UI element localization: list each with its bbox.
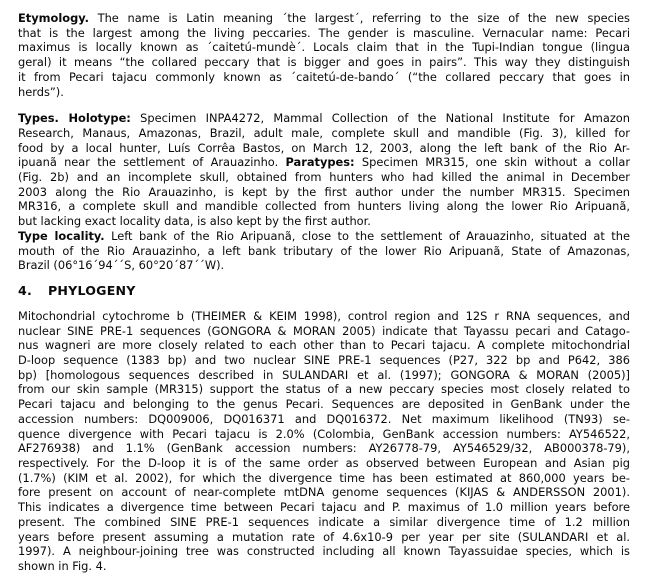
text-run: years before present assuming a mutation rate of 4.6x10-9 per year per site (SULANDARI et al. — [18, 529, 630, 544]
text-line — [18, 471, 630, 486]
text-line — [18, 85, 630, 100]
text-run: Specimen INPA4272, Mammal Collection of the National Institute for Amazon — [130, 111, 630, 126]
text-run: AF276938) and 1.1% (GenBank accession numbers: AY26778-79, AY546529/32, AB000378-79), — [18, 441, 630, 456]
text-line — [18, 185, 630, 200]
text-run: from our skin sample (MR315) support the status of a new peccary species most closely related to — [18, 382, 630, 397]
text-line — [18, 11, 630, 26]
text-run: ipuanã near the settlement of Arauazinho. — [18, 155, 286, 170]
text-line — [18, 353, 630, 368]
bold-run: Paratypes: — [285, 155, 355, 170]
text-line — [18, 309, 630, 324]
text-line — [18, 427, 630, 442]
section-title: PHYLOGENY — [48, 282, 136, 298]
text-line — [18, 530, 630, 545]
text-line — [18, 141, 630, 156]
text-line — [18, 199, 630, 214]
text-line — [18, 397, 630, 412]
text-run: nuclear SINE PRE-1 sequences (GONGORA & MORAN 2005) indicate that Tayassu pecari and Catago- — [18, 323, 630, 338]
section-heading-phylogeny — [18, 283, 630, 299]
text-line — [18, 155, 630, 170]
text-line — [18, 170, 630, 185]
text-run: Mitochondrial cytochrome b (THEIMER & KEIM 1998), control region and 12S r RNA sequences, and — [18, 308, 630, 323]
paragraph-etymology — [18, 11, 630, 99]
text-run: MR316, a complete skull and mandible collected from hunters living along the lower Rio Aripuanã, — [18, 199, 630, 214]
text-run: that is the largest among the living peccaries. The gender is masculine. Vernacular name: Pecari — [18, 25, 630, 40]
text-run: shown in Fig. 4. — [18, 558, 107, 573]
text-run: Research, Manaus, Amazonas, Brazil, adult male, complete skull and mandible (Fig. 3), killed for — [18, 125, 630, 140]
text-line — [18, 55, 630, 70]
text-run: geral) it means “the collared peccary that is bigger and goes in pairs”. This way they distinguish — [18, 55, 630, 70]
text-run: quence divergence with Pecari tajacu is 2.0% (Colombia, GenBank accession numbers: AY546522, — [18, 426, 630, 441]
bold-run: Etymology. — [18, 11, 89, 25]
text-run: food by a local hunter, Luís Corrêa Bastos, on March 12, 2003, along the left bank of the Rio Ar- — [18, 140, 630, 155]
text-run: bp) [homologous sequences described in SULANDARI et al. (1997); GONGORA & MORAN (2005)] — [18, 367, 630, 382]
text-run: accession numbers: DQ009006, DQ016371 and DQ016372. Net maximum likelihood (TN93) se- — [18, 411, 630, 426]
text-run: 1997). A neighbour-joining tree was constructed including all known Tayassuidae species, which is — [18, 544, 630, 559]
text-run: D-loop sequence (1383 bp) and two nuclear SINE PRE-1 sequences (P27, 322 bp and P642, 386 — [18, 353, 630, 368]
text-run: herds”). — [18, 84, 64, 99]
text-run: fore present on account of near-complete mtDNA genome sequences (KIJAS & ANDERSSON 2001). — [18, 485, 630, 500]
text-line — [18, 229, 630, 244]
text-run: present. The combined SINE PRE-1 sequences indicate a similar divergence time of 1.2 million — [18, 514, 630, 529]
text-run: Specimen MR315, one skin without a collar — [354, 155, 630, 170]
text-line — [18, 258, 630, 273]
text-run: (1.7%) (KIM et al. 2002), for which the divergence time has been estimated at 860,000 years be- — [18, 470, 630, 485]
paragraph-types-holotype-paratypes — [18, 111, 630, 229]
paragraph-phylogeny-body — [18, 309, 630, 574]
text-run: nus wagneri are more closely related to each other than to Pecari tajacu. A complete mitochondrial — [18, 338, 630, 353]
text-line — [18, 214, 630, 229]
text-run: (Fig. 2b) and an incomplete skull, obtained from hunters who had killed the animal in December — [18, 170, 630, 185]
text-run: The name is Latin meaning ´the largest´, referring to the size of the new species — [88, 11, 630, 25]
text-line — [18, 456, 630, 471]
text-run: it from Pecari tajacu commonly known as ´caitetú-de-bando´ (“the collared peccary that goes in — [18, 69, 630, 84]
sections-after-heading — [18, 309, 630, 574]
text-line — [18, 111, 630, 126]
text-line — [18, 412, 630, 427]
text-run: Pecari tajacu and belonging to the genus Pecari. Sequences are deposited in GenBank under the — [18, 397, 630, 412]
text-run: mouth of the Rio Arauazinho, a left bank tributary of the lower Rio Aripuanã, State of Amazonas, — [18, 243, 630, 258]
text-run: respectively. For the D-loop it is of the same order as observed between European and Asian pig — [18, 455, 630, 470]
paragraph-type-locality — [18, 229, 630, 273]
text-run: This indicates a divergence time between Pecari tajacu and P. maximus of 1.0 million years before — [18, 500, 630, 515]
text-line — [18, 324, 630, 339]
text-run: Left bank of the Rio Aripuanã, close to the settlement of Arauazinho, situated at the — [104, 228, 630, 243]
text-line — [18, 515, 630, 530]
text-line — [18, 244, 630, 259]
text-line — [18, 126, 630, 141]
text-run: but lacking exact locality data, is also kept by the first author. — [18, 214, 371, 229]
text-line — [18, 40, 630, 55]
text-line — [18, 544, 630, 559]
text-run: maximus is locally known as ´caitetú-mundè´. Locals claim that in the Tupi-Indian tongue (lingua — [18, 40, 630, 55]
text-line — [18, 500, 630, 515]
text-run: Brazil (06°16´94´´S, 60°20´87´´W). — [18, 258, 225, 273]
text-line — [18, 70, 630, 85]
text-line — [18, 368, 630, 383]
section-number: 4. — [18, 282, 32, 298]
text-line — [18, 559, 630, 574]
text-line — [18, 485, 630, 500]
sections-before-heading — [18, 11, 630, 273]
bold-run: Type locality. — [18, 228, 105, 243]
text-line — [18, 26, 630, 41]
text-line — [18, 338, 630, 353]
text-run: 2003 along the Rio Arauazinho, is kept by the first author under the number MR315. Specimen — [18, 184, 630, 199]
text-line — [18, 382, 630, 397]
text-line — [18, 441, 630, 456]
bold-run: Types. Holotype: — [18, 111, 131, 126]
